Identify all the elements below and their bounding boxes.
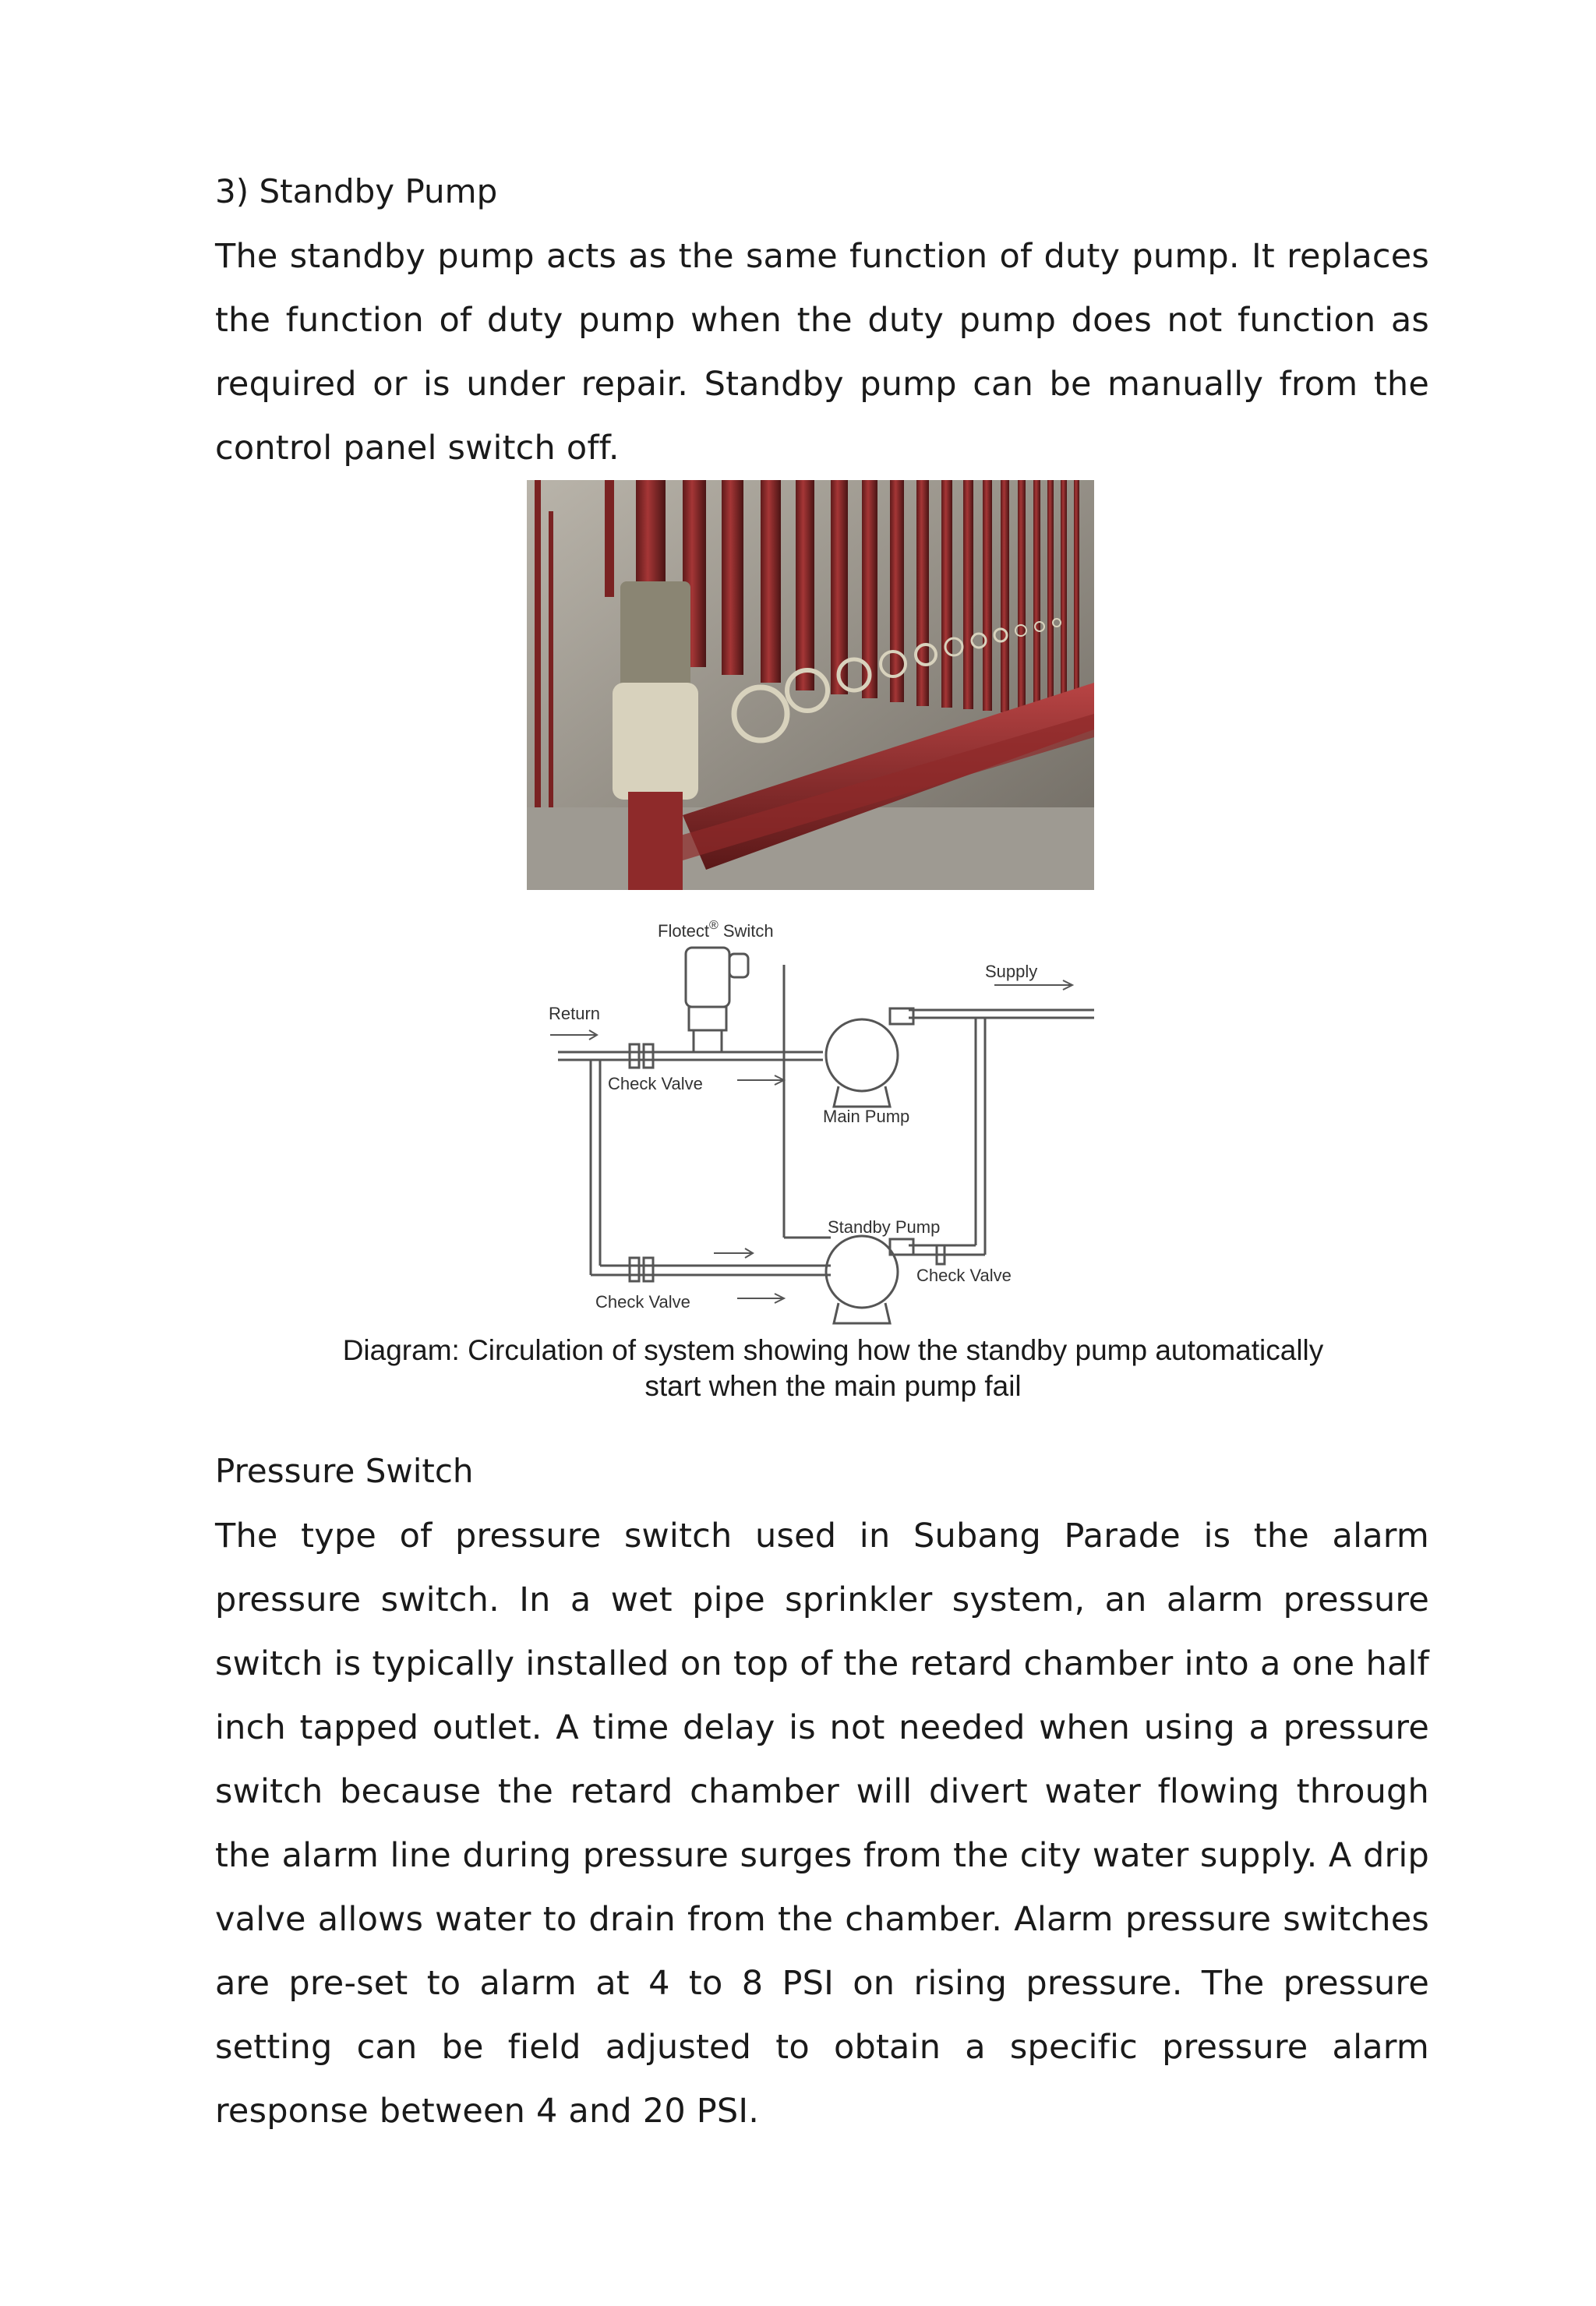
figure-caption [257,1333,1409,1404]
main-pump-label: Main Pump [823,1107,910,1126]
supply-label: Supply [985,962,1038,981]
fire-pump-room-photo [527,480,1094,890]
check-valve-top-label: Check Valve [608,1074,703,1093]
standby-pump-label: Standby Pump [828,1217,941,1237]
check-valve-bottom-label: Check Valve [595,1292,690,1312]
caption-line-1: Diagram: Circulation of system showing how the standby pump automatically [342,1334,1324,1366]
pressure-switch-heading: Pressure Switch [215,1452,474,1490]
pressure-switch-paragraph: The type of pressure switch used in Subang Parade is the alarm pressure switch. In a wet pipe sprinkler system, an alarm pressure switch is typically installed on top of the retard chamber into a one half inch tapped outlet. A time delay is not needed when using a pressure switch because the retard chamber will divert water flowing through the alarm line during pressure surges from the city water supply. A drip valve allows water to drain from the chamber. Alarm pressure switches are pre-set to alarm at 4 to 8 PSI on rising pressure. The pressure setting can be field adjusted to obtain a specific pressure alarm response between 4 and 20 PSI. [215,1517,1429,2131]
standby-pump-heading: 3) Standby Pump [215,172,498,210]
check-valve-right-label: Check Valve [916,1266,1012,1285]
standby-pump-paragraph: The standby pump acts as the same function of duty pump. It replaces the function of duty pump when the duty pump does not function as required or is under repair. Standby pump can be manually from the control panel switch off. [215,237,1429,468]
pump-circulation-diagram [527,902,1094,1326]
caption-line-2: start when the main pump fail [644,1370,1022,1402]
flotect-switch-label: Flotect® Switch [658,919,774,941]
return-label: Return [549,1004,601,1023]
